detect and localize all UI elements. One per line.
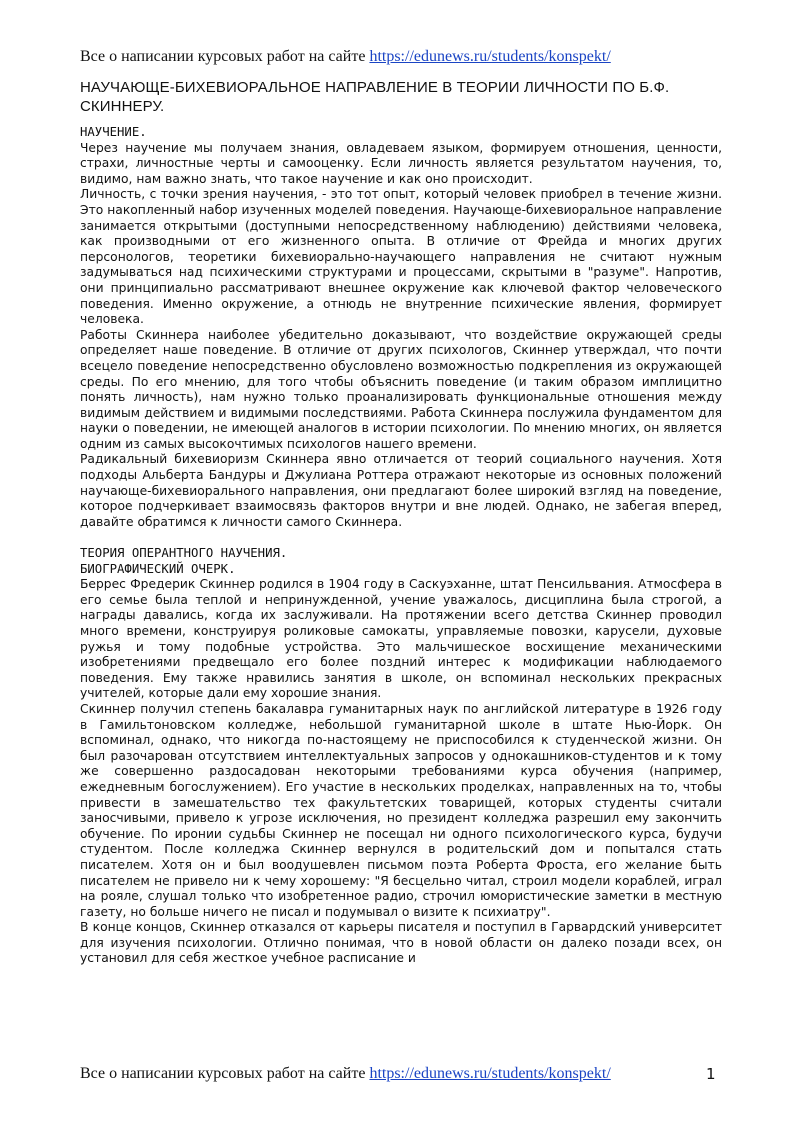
document-title: НАУЧАЮЩЕ-БИХЕВИОРАЛЬНОЕ НАПРАВЛЕНИЕ В ТЕОРИИ ЛИЧНОСТИ ПО Б.Ф. СКИННЕРУ. — [80, 79, 670, 115]
paragraph: Радикальный бихевиоризм Скиннера явно отличается от теорий социального научения. Хотя подходы Альберта Бандуры и Джулиана Роттера отражают некоторые из основных положений научающе-бихевиорального направления, они предлагают более широкий взгляд на поведение, которое подчеркивает взаимосвязь факторов внутри и вне людей. Однако, не забегая вперед, давайте обратимся к личности самого Скиннера. — [80, 452, 722, 529]
page-number: 1 — [706, 1065, 716, 1083]
paragraph: В конце концов, Скиннер отказался от карьеры писателя и поступил в Гарвардский университет для изучения психологии. Отлично понимая, что в новой области он далеко позади всех, он установил для себя жесткое учебное расписание и — [80, 920, 722, 966]
paragraph: Личность, с точки зрения научения, - это тот опыт, который человек приобрел в течение жизни. Это накопленный набор изученных моделей поведения. Научающе-бихевиоральное направление занимается открытыми (доступными непосредственному наблюдению) действиями человека, как производными от его жизненного опыта. В отличие от Фрейда и многих других персонологов, теоретики бихевиорально-научающего направления не считают нужным задумываться над психическими структурами и процессами, скрытыми в "разуме". Напротив, они принципиально рассматривают внешнее окружение как ключевой фактор человеческого поведения. Именно окружение, а отнюдь не внутренние психические явления, формирует человека. — [80, 187, 722, 327]
paragraph: Через научение мы получаем знания, овладеваем языком, формируем отношения, ценности, страхи, личностные черты и самооценку. Если личность является результатом научения, то, видимо, нам важно знать, что такое научение и как оно происходит. — [80, 140, 722, 186]
page-footer — [80, 1063, 680, 1085]
paragraph: Скиннер получил степень бакалавра гуманитарных наук по английской литературе в 1926 году в Гамильтоновском колледже, небольшой гуманитарной школе в штате Нью-Йорк. Он вспоминал, однако, что никогда по-настоящему не приспособился к студенческой жизни. Он был разочарован отсутствием интеллектуальных запросов у однокашников-студентов и к тому же совершенно раздосадован некоторыми требованиями курса обучения (например, ежедневным богослужением). Его участие в нескольких проделках, направленных на то, чтобы привести в замешательство тех факультетских товарищей, которых студенты считали заносчивыми, привело к угрозе исключения, но президент колледжа разрешил ему закончить обучение. По иронии судьбы Скиннер не посещал ни одного психологического курса, будучи студентом. После колледжа Скиннер вернулся в родительский дом и попытался стать писателем. Хотя он и был воодушевлен письмом поэта Роберта Фроста, его желание быть писателем не привело ни к чему хорошему: "Я бесцельно читал, строил модели кораблей, играл на рояле, слушал только что изобретенное радио, строчил юмористические заметки в местную газету, но больше ничего не писал и подумывал о визите к психиатру". — [80, 701, 722, 919]
footer-text: Все о написании курсовых работ на сайте — [80, 1065, 370, 1082]
blank-line — [80, 530, 722, 546]
section-heading-operant-learning: ТЕОРИЯ ОПЕРАНТНОГО НАУЧЕНИЯ. — [80, 546, 288, 561]
paragraph: Беррес Фредерик Скиннер родился в 1904 году в Саскуэханне, штат Пенсильвания. Атмосфера в его семье была теплой и непринужденной, учение уважалось, дисциплина была строгой, а награды давались, когда их заслуживали. На протяжении всего детства Скиннер проводил много времени, конструируя роликовые самокаты, управляемые повозки, карусели, духовые ружья и тому подобные устройства. Это мальчишеское восхищение механическими изобретениями предвещало его более поздний интерес к модификации наблюдаемого поведения. Ему также нравились занятия в школе, он вспоминал нескольких прекрасных учителей, которые дали ему хорошие знания. — [80, 577, 722, 701]
header-text: Все о написании курсовых работ на сайте — [80, 48, 370, 65]
paragraph: Работы Скиннера наиболее убедительно доказывают, что воздействие окружающей среды определяет наше поведение. В отличие от других психологов, Скиннер утверждал, что почти всецело поведение непосредственно обусловлено возможностью подкрепления из окружающей среды. По его мнению, для того чтобы объяснить поведение (и таким образом имплицитно понять личность), нам нужно только проанализировать функциональные отношения между видимым действием и видимыми последствиями. Работа Скиннера послужила фундаментом для науки о поведении, не имеющей аналогов в истории психологии. По мнению многих, он является одним из самых высокочтимых психологов нашего времени. — [80, 327, 722, 451]
subsection-heading-biography: БИОГРАФИЧЕСКИЙ ОЧЕРК. — [80, 561, 236, 576]
section-heading-learning: НАУЧЕНИЕ. — [80, 125, 147, 139]
page-header — [80, 46, 720, 68]
header-link[interactable]: https://edunews.ru/students/konspekt/ — [369, 48, 611, 65]
footer-link[interactable]: https://edunews.ru/students/konspekt/ — [369, 1065, 611, 1082]
document-body — [80, 125, 722, 967]
